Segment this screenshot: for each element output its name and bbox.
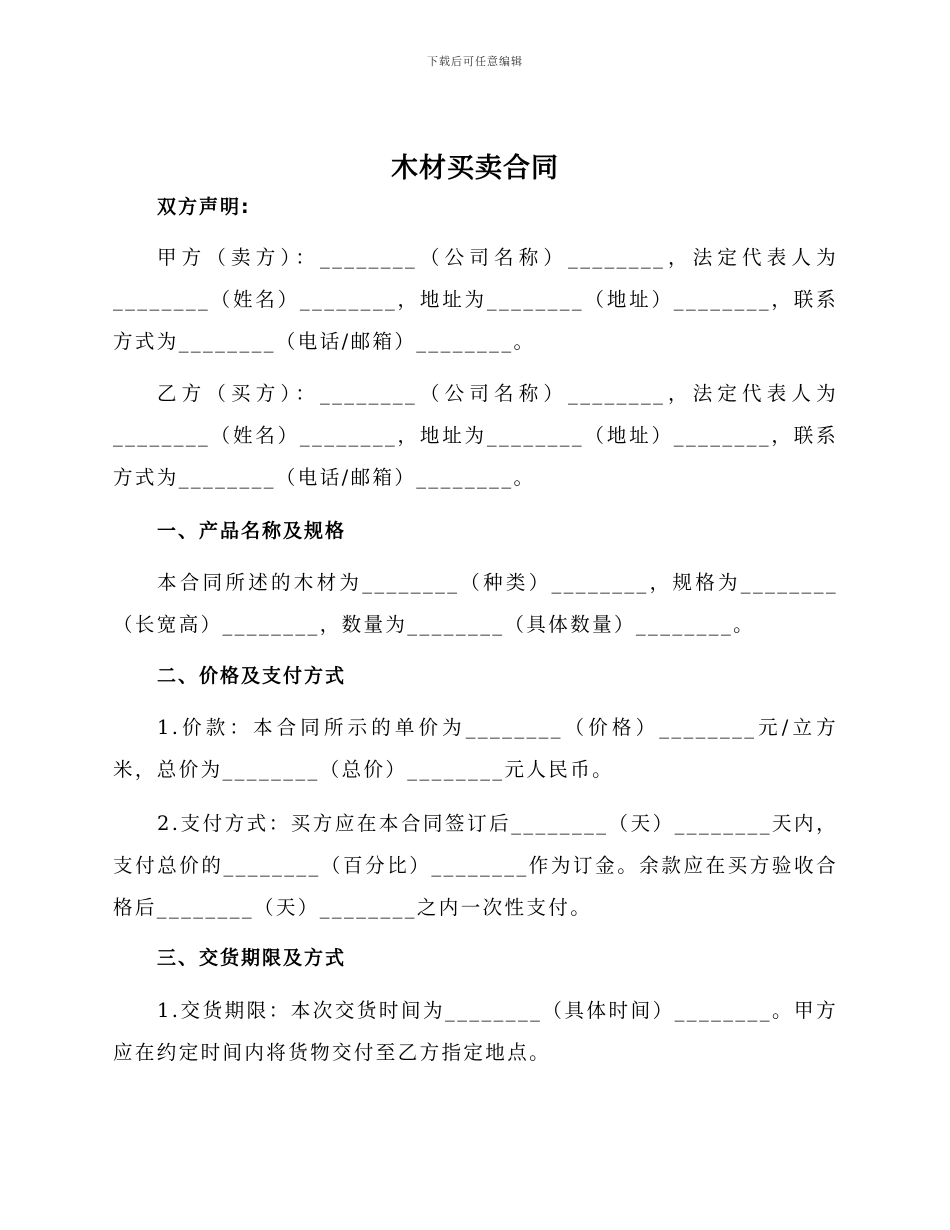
party-a-paragraph: 甲方（卖方）：________（公司名称）________，法定代表人为________（姓名）________，地址为________（地址）________，联系方式为________（电话/邮箱）________。 — [113, 246, 838, 353]
section-1-heading: 一、产品名称及规格 — [157, 520, 347, 542]
section-3-item-1-body — [113, 990, 838, 1074]
section-1-paragraph: 本合同所述的木材为________（种类）________，规格为________（长宽高）________，数量为________（具体数量）________。 — [113, 571, 838, 636]
section-2-item-2-body — [113, 803, 838, 929]
page-header-note: 下载后可任意编辑 — [427, 55, 523, 68]
party-b-paragraph: 乙方（买方）：________（公司名称）________，法定代表人为________（姓名）________，地址为________（地址）________，联系方式为________（电话/邮箱）________。 — [113, 382, 838, 489]
section-3-heading: 三、交货期限及方式 — [157, 947, 347, 969]
document-title: 木材买卖合同 — [391, 153, 559, 184]
party-a-section — [113, 237, 838, 363]
section-1-body — [113, 562, 838, 646]
section-2-heading: 二、价格及支付方式 — [157, 665, 347, 687]
section-3-item-1-paragraph: 1.交货期限：本次交货时间为________（具体时间）________。甲方应在约定时间内将货物交付至乙方指定地点。 — [113, 999, 838, 1064]
section-2-item-1-paragraph: 1.价款：本合同所示的单价为________（价格）________元/立方米，总价为________（总价）________元人民币。 — [113, 716, 838, 781]
declaration-heading: 双方声明: — [157, 196, 251, 218]
section-2-item-2-paragraph: 2.支付方式：买方应在本合同签订后________（天）________天内，支付总价的________（百分比）________作为订金。余款应在买方验收合格后________（天）________之内一次性支付。 — [113, 812, 838, 919]
section-2-item-1-body — [113, 707, 838, 791]
party-b-section — [113, 373, 838, 499]
